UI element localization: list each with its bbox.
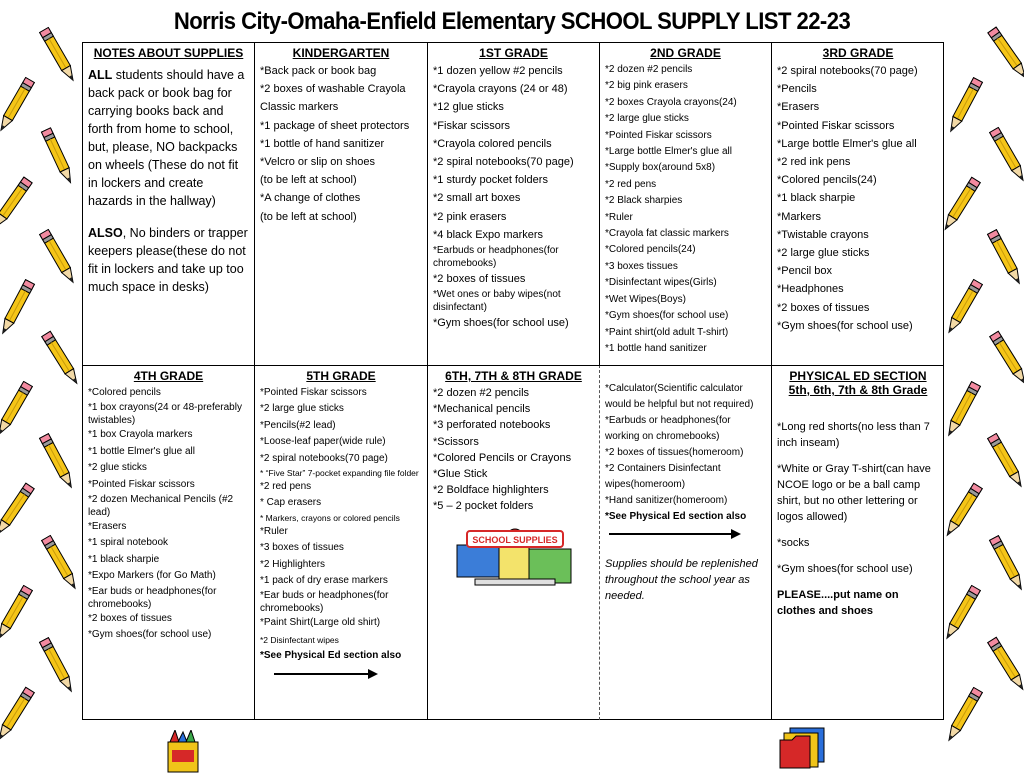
list-item: *1 package of sheet protectors (260, 119, 410, 132)
grade-2-heading: 2ND GRADE (650, 46, 721, 60)
grade-1-heading: 1ST GRADE (479, 46, 548, 60)
notes-emphasis: ALSO (88, 226, 123, 240)
list-item: *Calculator(Scientific calculator would be helpful but not required) (605, 383, 754, 410)
list-item: *Ear buds or headphones(for chromebooks) (260, 590, 389, 615)
list-item: *1 bottle Elmer's glue all (88, 445, 195, 457)
notes-paragraph-1 (88, 66, 249, 210)
list-item: *Colored pencils (88, 387, 161, 398)
list-item: *Large bottle Elmer's glue all (605, 146, 732, 158)
list-item: *A change of clothes (260, 192, 361, 205)
list-item: *2 small art boxes (433, 192, 521, 205)
list-item: *2 dozen #2 pencils (433, 387, 530, 399)
list-item: *1 box Crayola markers (88, 429, 193, 441)
page-title: Norris City-Omaha-Enfield Elementary SCHOOL SUPPLY LIST 22-23 (173, 8, 851, 35)
list-item: *1 black sharpie (777, 192, 856, 205)
list-item: *Headphones (777, 283, 844, 296)
list-item: *4 black Expo markers (433, 228, 544, 241)
grade-3-heading: 3RD GRADE (822, 46, 894, 60)
list-item: *2 boxes of tissues(homeroom) (605, 447, 744, 458)
list-item: *2 boxes of tissues (88, 612, 172, 624)
replenish-note: Supplies should be replenished throughout the school year as needed. (605, 558, 758, 602)
list-item: *Fiskar scissors (433, 119, 511, 132)
list-item: *Ear buds or headphones(for chromebooks) (88, 585, 217, 610)
list-item: *Twistable crayons (777, 228, 869, 241)
list-item: *Gym shoes(for school use) (777, 563, 913, 575)
list-item: *Pointed Fiskar scissors (605, 129, 712, 141)
crayon-box-icon (166, 730, 200, 774)
notes-emphasis: ALL (88, 68, 113, 82)
list-item: *2 spiral notebooks(70 page) (433, 156, 574, 169)
list-item: (to be left at school) (260, 210, 357, 223)
list-item: *3 perforated notebooks (433, 419, 551, 432)
left-pencil-border (0, 0, 80, 777)
list-item: *2 pink erasers (433, 210, 507, 223)
spacer (777, 397, 939, 419)
notes-paragraph-2 (88, 224, 249, 296)
list-item: *Markers (777, 210, 822, 223)
pe-closing-note: PLEASE....put name on clothes and shoes (777, 589, 899, 617)
list-item: *2 boxes of washable Crayola Classic markers (260, 83, 406, 114)
list-item: *2 Disinfectant wipes (260, 634, 339, 645)
physical-ed-cell (772, 366, 944, 720)
list-item: *Colored pencils(24) (605, 244, 696, 256)
list-item: *1 black sharpie (88, 553, 160, 565)
list-item: *2 red pens (605, 178, 657, 190)
list-item: *Earbuds or headphones(for working on chromebooks) (605, 415, 731, 442)
pencil-border-graphic (0, 0, 80, 777)
kindergarten-heading: KINDERGARTEN (292, 46, 390, 60)
grade-3-cell (772, 43, 944, 365)
list-item: *Ruler (260, 525, 288, 537)
list-item: *2 spiral notebooks(70 page) (260, 452, 388, 464)
list-item: *Gym shoes(for school use) (605, 310, 729, 322)
list-item: *Paint shirt(old adult T-shirt) (605, 326, 729, 338)
list-item: *1 sturdy pocket folders (433, 174, 548, 187)
list-item: *1 bottle of hand sanitizer (260, 137, 385, 150)
list-item: *Gym shoes(for school use) (777, 319, 913, 332)
list-item: *Erasers (88, 521, 127, 533)
list-item: *2 Highlighters (260, 558, 326, 570)
grade-5-cell (255, 366, 427, 720)
grade-678-continued-cell (600, 366, 771, 720)
list-item: *Earbuds or headphones(for chromebooks) (433, 245, 559, 270)
list-item: *Crayola colored pencils (433, 137, 552, 150)
list-item: *Pointed Fiskar scissors (88, 478, 195, 490)
list-item: *2 red pens (260, 481, 312, 493)
list-item: *1 pack of dry erase markers (260, 575, 388, 587)
list-item: *Erasers (777, 101, 820, 114)
list-item: *1 spiral notebook (88, 537, 169, 549)
list-item: *Loose-leaf paper(wide rule) (260, 436, 386, 448)
kindergarten-cell (255, 43, 427, 365)
list-item: *Wet Wipes(Boys) (605, 293, 686, 305)
pe-heading: PHYSICAL ED SECTION (789, 369, 927, 383)
list-item: *socks (777, 537, 810, 549)
spacer (605, 369, 766, 381)
list-item: *3 boxes tissues (605, 260, 678, 272)
list-item: *Pencils(#2 lead) (260, 419, 336, 431)
list-item: * Markers, crayons or colored pencils (260, 512, 400, 523)
list-item: *2 dozen Mechanical Pencils (#2 lead) (88, 494, 234, 519)
list-item: *2 dozen #2 pencils (605, 64, 693, 75)
list-item: *2 boxes of tissues (777, 301, 870, 314)
notes-text: , No binders or trapper keepers please(these do not fit in lockers and take up too much space in desks) (88, 226, 248, 294)
list-item: *Back pack or book bag (260, 65, 377, 77)
list-item: *Pencils (777, 83, 817, 96)
list-item: *Glue Stick (433, 468, 488, 481)
list-item: *Pointed Fiskar scissors (260, 387, 367, 398)
list-item: * “Five Star” 7-pocket expanding file folder (260, 468, 419, 479)
list-item: *12 glue sticks (433, 101, 504, 114)
grade-678-cell (428, 366, 599, 720)
grade-4-heading: 4TH GRADE (133, 369, 204, 383)
list-item: *2 boxes of tissues (433, 273, 526, 286)
list-item: *Ruler (605, 211, 633, 223)
pe-reference-note: *See Physical Ed section also (605, 511, 747, 522)
list-item: *1 bottle hand sanitizer (605, 342, 707, 354)
grade-1-cell (428, 43, 599, 365)
list-item: *2 boxes Crayola crayons(24) (605, 96, 737, 108)
notes-cell (83, 43, 254, 365)
pe-subheading: 5th, 6th, 7th & 8th Grade (788, 383, 928, 397)
list-item: *1 dozen yellow #2 pencils (433, 65, 563, 77)
list-item: *Disinfectant wipes(Girls) (605, 277, 717, 289)
list-item: *Colored Pencils or Crayons (433, 451, 572, 464)
list-item: *Pencil box (777, 265, 833, 278)
list-item: *Paint Shirt(Large old shirt) (260, 617, 381, 629)
list-item: *3 boxes of tissues (260, 542, 344, 554)
clipart-label: SCHOOL SUPPLIES (472, 534, 558, 545)
list-item: *2 Boldface highlighters (433, 484, 549, 497)
grade-2-cell (600, 43, 771, 365)
list-item: *Pointed Fiskar scissors (777, 119, 895, 132)
supply-table (82, 42, 944, 720)
list-item: *2 spiral notebooks(70 page) (777, 65, 918, 77)
notes-heading: NOTES ABOUT SUPPLIES (93, 46, 244, 60)
pe-reference-note: *See Physical Ed section also (260, 650, 402, 662)
list-item: *Colored pencils(24) (777, 174, 877, 187)
list-item: *Expo Markers (for Go Math) (88, 570, 216, 582)
list-item: *2 Containers Disinfectant wipes(homeroom) (605, 463, 721, 490)
list-item: *2 large glue sticks (777, 247, 870, 260)
list-item: *Wet ones or baby wipes(not disinfectant) (433, 289, 561, 314)
list-item: *Scissors (433, 435, 479, 448)
right-pencil-border (944, 0, 1024, 777)
list-item: *1 box crayons(24 or 48-preferably twistables) (88, 402, 242, 427)
school-supplies-clipart (455, 527, 575, 589)
list-item: *White or Gray T-shirt(can have NCOE logo or be a ball camp shirt, but no other lettering or logos allowed) (777, 463, 931, 523)
list-item: *2 large glue sticks (605, 113, 689, 125)
right-arrow-icon (605, 529, 745, 539)
folders-icon (778, 726, 828, 772)
list-item: *Supply box(around 5x8) (605, 162, 716, 174)
list-item: *Gym shoes(for school use) (88, 629, 212, 641)
list-item: * Cap erasers (260, 497, 322, 509)
list-item: *2 red ink pens (777, 156, 851, 169)
list-item: *5 – 2 pocket folders (433, 500, 534, 513)
grade-5-heading: 5TH GRADE (306, 369, 376, 383)
list-item: *Long red shorts(no less than 7 inch inseam) (777, 421, 930, 449)
list-item: *Hand sanitizer(homeroom) (605, 495, 728, 506)
list-item: *Gym shoes(for school use) (433, 317, 569, 330)
list-item: *Large bottle Elmer's glue all (777, 137, 917, 150)
list-item: *Crayola fat classic markers (605, 228, 729, 240)
list-item: *Mechanical pencils (433, 403, 531, 416)
list-item: (to be left at school) (260, 174, 357, 187)
list-item: *2 big pink erasers (605, 80, 688, 92)
notes-text: students should have a back pack or book bag for carrying books back and forth from home to school, but, please, NO backpacks on wheels (These do not fit in lockers and create hazards in the hallway) (88, 68, 245, 208)
grade-678-heading: 6TH, 7TH & 8TH GRADE (445, 369, 582, 383)
list-item: *2 glue sticks (88, 462, 147, 474)
pencil-border-graphic (944, 0, 1024, 777)
list-item: *Velcro or slip on shoes (260, 156, 375, 169)
list-item: *Crayola crayons (24 or 48) (433, 83, 568, 96)
list-item: *2 Black sharpies (605, 195, 683, 207)
list-item: *2 large glue sticks (260, 403, 344, 415)
grade-4-cell (83, 366, 254, 720)
right-arrow-icon (260, 669, 380, 679)
